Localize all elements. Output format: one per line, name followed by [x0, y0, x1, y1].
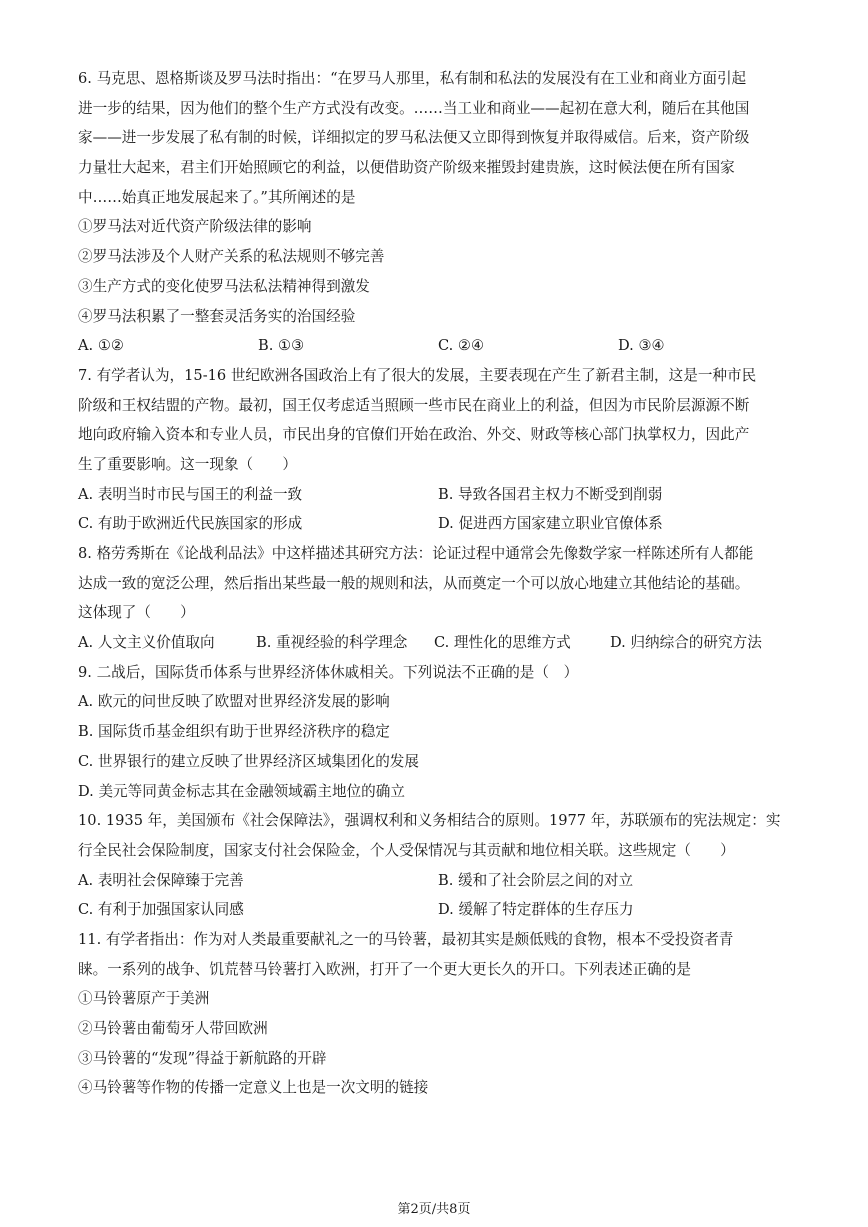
option-a: A. 表明社会保障臻于完善	[78, 871, 244, 889]
question-stem-line: 家——进一步发展了私有制的时候，详细拟定的罗马私法便又立即得到恢复并取得威信。后来，资产阶级	[78, 129, 750, 147]
option-b: B. 缓和了社会阶层之间的对立	[438, 871, 634, 889]
question-stem-line: 力量壮大起来，君主们开始照顾它的利益，以便借助资产阶级来摧毁封建贵族，这时候法便在所有国家	[78, 159, 735, 177]
question-stem-line: 睐。一系列的战争、饥荒替马铃薯打入欧洲，打开了一个更大更长久的开口。下列表述正确的是	[78, 960, 691, 978]
answer-options	[78, 509, 798, 539]
page-number-footer: 第2页/共8页	[397, 1202, 471, 1217]
option-d: D. 缓解了特定群体的生存压力	[438, 901, 634, 919]
statement-item: ①罗马法对近代资产阶级法律的影响	[78, 218, 312, 236]
option-d: D. 促进西方国家建立职业官僚体系	[438, 515, 663, 533]
option-c: C. 有利于加强国家认同感	[78, 901, 244, 919]
question-stem-line: 6. 马克思、恩格斯谈及罗马法时指出：“在罗马人那里，私有制和私法的发展没有在工业和商业方面引起	[78, 70, 747, 87]
question-stem-line: 9. 二战后，国际货币体系与世界经济体休戚相关。下列说法不正确的是（ ）	[78, 663, 579, 681]
option-c: C. 理性化的思维方式	[434, 634, 571, 652]
question-stem-line: 达成一致的宽泛公理，然后指出某些最一般的规则和法，从而奠定一个可以放心地建立其他结论的基础。	[78, 574, 750, 592]
option-d: D. 归纳综合的研究方法	[610, 634, 762, 652]
option-b: B. 导致各国君主权力不断受到削弱	[438, 485, 663, 503]
option-b: B. ①③	[258, 337, 305, 355]
option-c: C. 有助于欧洲近代民族国家的形成	[78, 515, 303, 533]
option-d: D. 美元等同黄金标志其在金融领域霸主地位的确立	[78, 782, 405, 800]
question-stem-line: 阶级和王权结盟的产物。最初，国王仅考虑适当照顾一些市民在商业上的利益，但因为市民阶层源源不断	[78, 396, 750, 414]
question-stem-line: 进一步的结果，因为他们的整个生产方式没有改变。……当工业和商业——起初在意大利，随后在其他国	[78, 99, 750, 117]
question-11	[78, 925, 798, 1103]
answer-options	[78, 628, 798, 658]
question-stem-line: 生了重要影响。这一现象（ ）	[78, 455, 297, 473]
statement-item: ③生产方式的变化使罗马法私法精神得到激发	[78, 277, 370, 295]
question-stem-line: 这体现了（ ）	[78, 604, 195, 622]
statement-item: ②罗马法涉及个人财产关系的私法规则不够完善	[78, 248, 385, 266]
answer-options	[78, 866, 798, 896]
option-b: B. 重视经验的科学理念	[256, 634, 408, 652]
option-c: C. 世界银行的建立反映了世界经济区域集团化的发展	[78, 752, 419, 770]
answer-options	[78, 895, 798, 925]
question-8	[78, 539, 798, 658]
option-d: D. ③④	[618, 337, 665, 355]
answer-options	[78, 331, 798, 361]
question-6	[78, 64, 798, 361]
question-stem-line: 11. 有学者指出：作为对人类最重要献礼之一的马铃薯，最初其实是颇低贱的食物，根本不受投资者青	[78, 930, 734, 948]
question-10	[78, 806, 798, 925]
statement-item: ④马铃薯等作物的传播一定意义上也是一次文明的链接	[78, 1079, 429, 1097]
question-9	[78, 658, 798, 806]
option-a: A. 欧元的问世反映了欧盟对世界经济发展的影响	[78, 693, 390, 711]
question-stem-line: 7. 有学者认为，15-16 世纪欧洲各国政治上有了很大的发展，主要表现在产生了新君主制，这是一种市民	[78, 366, 757, 384]
option-a: A. 人文主义价值取向	[78, 634, 215, 652]
option-a: A. ①②	[78, 337, 124, 355]
question-stem-line: 中……始真正地发展起来了。”其所阐述的是	[78, 188, 356, 206]
answer-options	[78, 480, 798, 510]
statement-item: ③马铃薯的“发现”得益于新航路的开辟	[78, 1049, 327, 1067]
option-a: A. 表明当时市民与国王的利益一致	[78, 485, 303, 503]
question-stem-line: 地向政府输入资本和专业人员，市民出身的官僚们开始在政治、外交、财政等核心部门执掌权力，因此产	[78, 426, 750, 444]
question-stem-line: 8. 格劳秀斯在《论战利品法》中这样描述其研究方法：论证过程中通常会先像数学家一样陈述所有人都能	[78, 545, 754, 562]
option-c: C. ②④	[438, 337, 485, 355]
question-stem-line: 行全民社会保险制度，国家支付社会保险金，个人受保情况与其贡献和地位相关联。这些规定（ ）	[78, 841, 735, 859]
question-7	[78, 361, 798, 539]
exam-content	[78, 64, 798, 1103]
statement-item: ②马铃薯由葡萄牙人带回欧洲	[78, 1020, 268, 1037]
statement-item: ④罗马法积累了一整套灵活务实的治国经验	[78, 307, 356, 325]
option-b: B. 国际货币基金组织有助于世界经济秩序的稳定	[78, 723, 390, 741]
statement-item: ①马铃薯原产于美洲	[78, 990, 210, 1008]
question-stem-line: 10. 1935 年，美国颁布《社会保障法》，强调权利和义务相结合的原则。1977 年，苏联颁布的宪法规定：实	[78, 812, 781, 830]
